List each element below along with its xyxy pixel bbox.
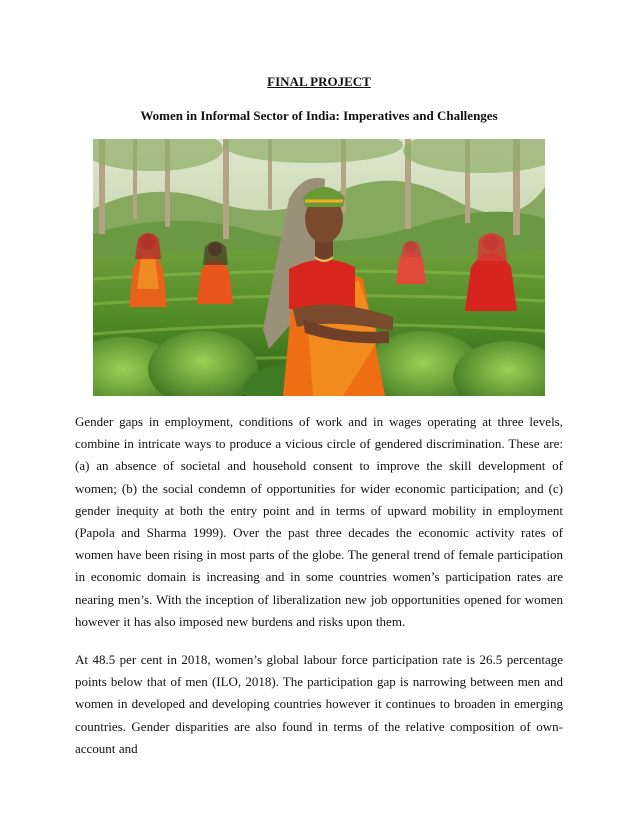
body-paragraph-2: At 48.5 per cent in 2018, women’s global labour force participation rate is 26.5 percentage points below that of men (ILO, 2018). The participation gap is narrowing between men and women in developed and developing countries however it continues to broaden in emerging countries. Gender disparities are also found in terms of the relative composition of own-account and — [75, 652, 563, 756]
document-label: FINAL PROJECT — [267, 74, 371, 89]
photo-illustration — [93, 139, 545, 396]
document-title: Women in Informal Sector of India: Imperatives and Challenges — [140, 108, 498, 123]
body-paragraph-1: Gender gaps in employment, conditions of work and in wages operating at three levels, combine in intricate ways to produce a vicious circle of gendered discrimination. These are: (a) an absence of societal and household consent to improve the skill development of women; (b) the social condemn of opportunities for wider economic participation; and (c) gender inequity at both the entry point and in terms of upward mobility in employment (Papola and Sharma 1999). Over the past three decades the economic activity rates of women have been rising in most parts of the globe. The general trend of female participation in economic domain is increasing and in some countries women’s participation rates are nearing men’s. With the inception of liberalization new job opportunities opened for women however it has also imposed new burdens and risks upon them. — [75, 414, 563, 629]
tea-plantation-photo — [93, 139, 545, 396]
